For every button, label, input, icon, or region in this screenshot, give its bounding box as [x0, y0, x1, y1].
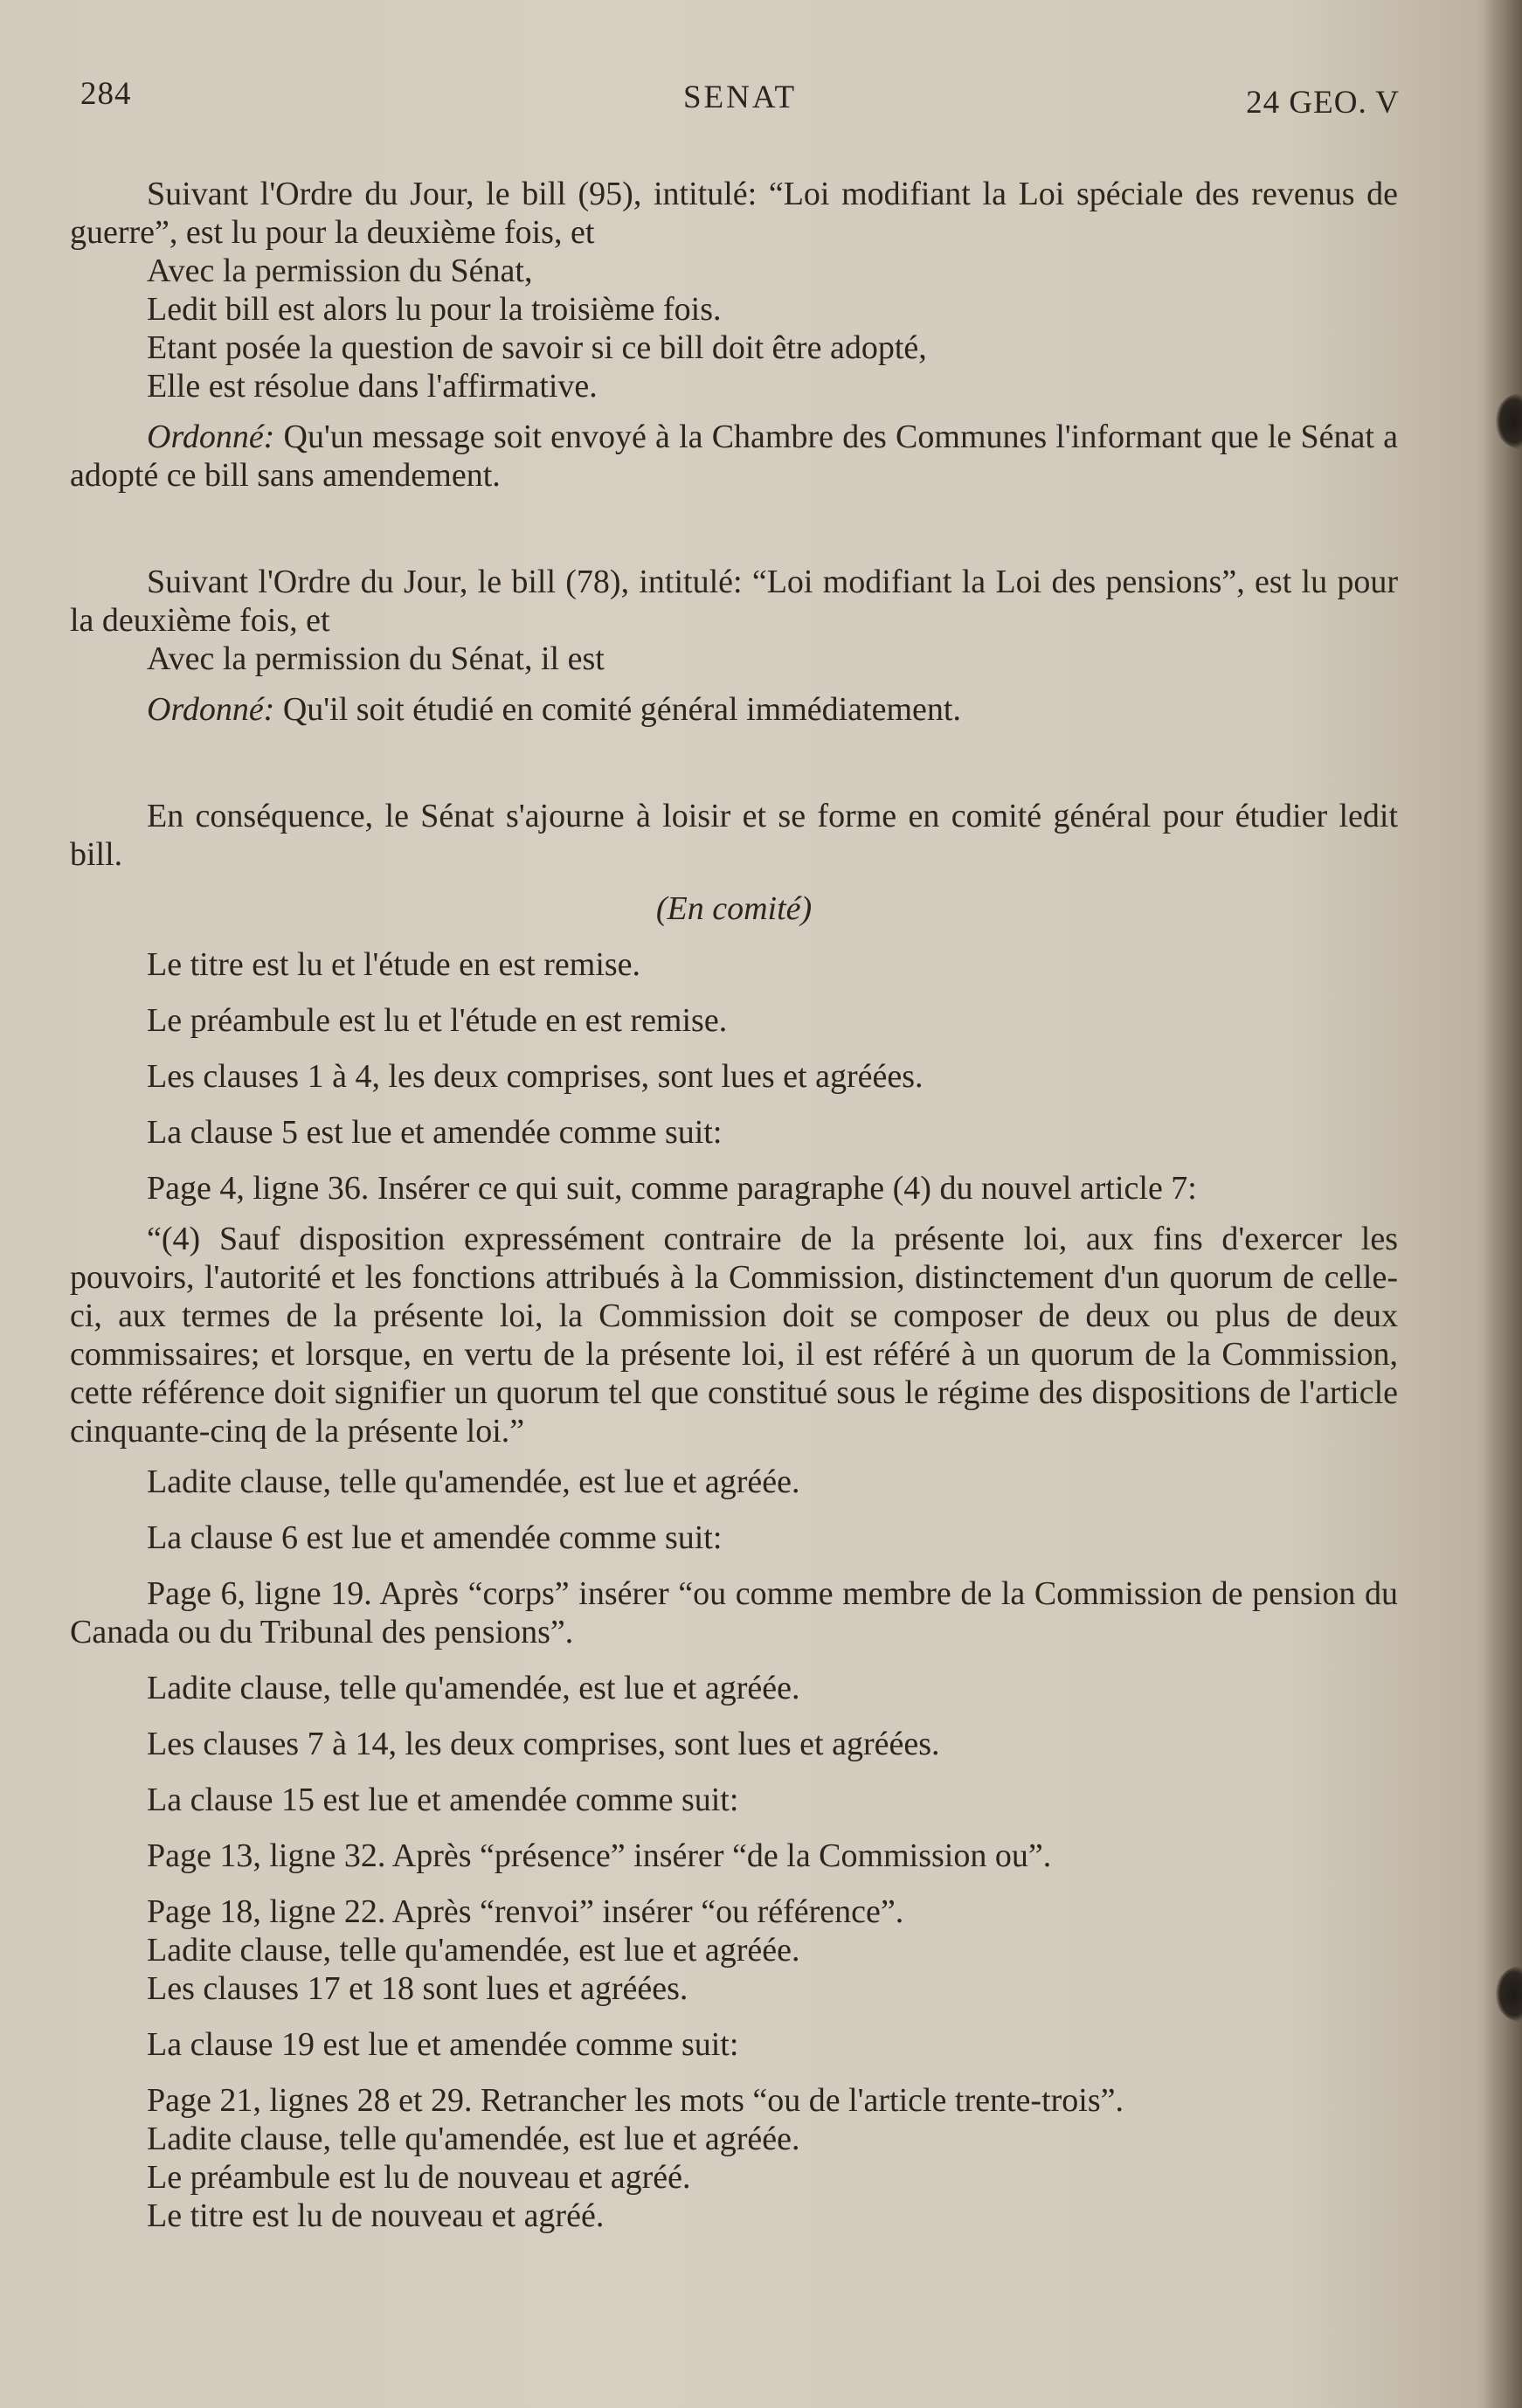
session-label: 24 GEO. V — [1246, 85, 1400, 121]
proceeding-line: Ladite clause, telle qu'amendée, est lue et agréée. — [147, 1670, 800, 1706]
committee-heading — [70, 889, 1398, 928]
amendment-line: Page 13, ligne 32. Après “présence” insérer “de la Commission ou”. — [147, 1837, 1052, 1874]
paragraph: Ledit bill est alors lu pour la troisième fois. — [147, 291, 722, 328]
paragraph: Avec la permission du Sénat, il est — [147, 640, 605, 677]
proceeding-line: Les clauses 17 et 18 sont lues et agréées. — [147, 1970, 688, 2007]
page-title: SENAT — [682, 80, 798, 115]
order-paragraph — [70, 690, 1398, 729]
proceeding-line: La clause 19 est lue et amendée comme suit: — [147, 2026, 739, 2063]
proceeding-line: Ladite clause, telle qu'amendée, est lue et agréée. — [147, 2121, 800, 2157]
amendment-line: Page 21, lignes 28 et 29. Retrancher les mots “ou de l'article trente-trois”. — [147, 2082, 1124, 2119]
order-text: Qu'un message soit envoyé à la Chambre des Communes l'informant que le Sénat a adopté ce bill sans amendement. — [70, 419, 1398, 494]
proceeding-line: Ladite clause, telle qu'amendée, est lue et agréée. — [147, 1463, 800, 1500]
amendment-line: Page 4, ligne 36. Insérer ce qui suit, comme paragraphe (4) du nouvel article 7: — [147, 1170, 1197, 1207]
order-paragraph — [70, 418, 1398, 495]
order-text: Qu'il soit étudié en comité général immédiatement. — [274, 691, 961, 728]
paragraph: Etant posée la question de savoir si ce bill doit être adopté, — [147, 329, 927, 366]
page-body — [70, 175, 1398, 2235]
order-label: Ordonné: — [147, 691, 275, 728]
amendment-line: Page 18, ligne 22. Après “renvoi” insérer “ou référence”. — [147, 1893, 904, 1930]
proceeding-line: Ladite clause, telle qu'amendée, est lue et agréée. — [147, 1932, 800, 1969]
proceeding-line: La clause 6 est lue et amendée comme suit: — [147, 1519, 723, 1556]
proceeding-line: Les clauses 1 à 4, les deux comprises, sont lues et agréées. — [147, 1058, 924, 1095]
amendment-quote: “(4) Sauf disposition expressément contraire de la présente loi, aux fins d'exercer les pouvoirs, l'autorité et les fonctions attribués à la Commission, distinctement d'un quorum de celle-ci, aux termes de la présente loi, la Commission doit se composer de deux ou plus de deux commissaires; et lorsque, en vertu de la présente loi, il est référé à un quorum de la Commission, cette référence doit signifier un quorum tel que constitué sous le régime des dispositions de l'article cinquante-cinq de la présente loi.” — [70, 1221, 1398, 1450]
proceeding-line: Le titre est lu et l'étude en est remise. — [147, 946, 641, 983]
proceeding-line: Le préambule est lu de nouveau et agréé. — [147, 2159, 691, 2196]
page-number: 284 — [80, 76, 132, 112]
proceeding-line: La clause 15 est lue et amendée comme suit: — [147, 1782, 739, 1818]
paragraph: Elle est résolue dans l'affirmative. — [147, 368, 598, 405]
proceeding-line: Le préambule est lu et l'étude en est remise. — [147, 1002, 728, 1039]
order-label: Ordonné: — [147, 419, 275, 455]
paragraph: Avec la permission du Sénat, — [147, 253, 533, 289]
amendment-line: Page 6, ligne 19. Après “corps” insérer “ou comme membre de la Commission de pension du Canada ou du Tribunal des pensions”. — [70, 1575, 1398, 1650]
committee-label: (En comité) — [655, 890, 813, 927]
paragraph: Suivant l'Ordre du Jour, le bill (95), intitulé: “Loi modifiant la Loi spéciale des revenus de guerre”, est lu pour la deuxième fois, et — [70, 176, 1398, 251]
page-edge-shadow — [1484, 0, 1522, 2408]
proceeding-line: Le titre est lu de nouveau et agréé. — [147, 2197, 605, 2234]
proceeding-line: La clause 5 est lue et amendée comme suit: — [147, 1114, 723, 1151]
paragraph: En conséquence, le Sénat s'ajourne à loisir et se forme en comité général pour étudier ledit bill. — [70, 798, 1398, 873]
proceeding-line: Les clauses 7 à 14, les deux comprises, sont lues et agréées. — [147, 1726, 940, 1762]
paragraph: Suivant l'Ordre du Jour, le bill (78), intitulé: “Loi modifiant la Loi des pensions”, est lu pour la deuxième fois, et — [70, 564, 1398, 639]
page-header — [80, 75, 1400, 128]
